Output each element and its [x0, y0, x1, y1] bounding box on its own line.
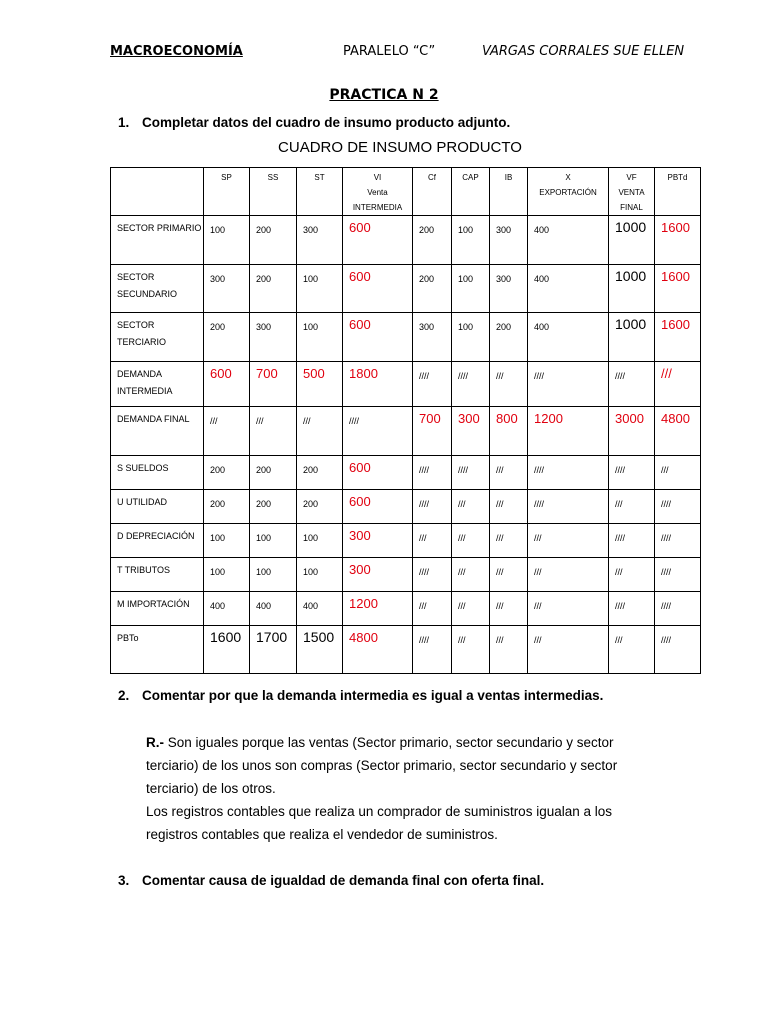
answer-block — [146, 731, 666, 846]
table-cell: 200 — [297, 490, 343, 524]
table-cell: 200 — [250, 490, 297, 524]
row-label: M IMPORTACIÓN — [111, 592, 204, 626]
row-label: S SUELDOS — [111, 456, 204, 490]
table-cell: 100 — [297, 265, 343, 313]
table-cell: 300 — [250, 313, 297, 362]
table-row — [111, 592, 701, 626]
table-cell: //// — [528, 490, 609, 524]
table-cell: //// — [609, 524, 655, 558]
table-cell: 300 — [204, 265, 250, 313]
table-cell: 200 — [250, 216, 297, 265]
table-cell: 1600 — [655, 313, 701, 362]
table-cell: 400 — [528, 313, 609, 362]
header-pbtd: PBTd — [655, 168, 701, 216]
table-cell: //// — [655, 592, 701, 626]
table-cell: 300 — [413, 313, 452, 362]
answer-prefix: R.- — [146, 735, 164, 750]
header-x — [528, 168, 609, 216]
header-ib: IB — [490, 168, 528, 216]
table-cell: //// — [609, 592, 655, 626]
table-cell: //// — [452, 456, 490, 490]
row-label: DEMANDA FINAL — [111, 407, 204, 456]
table-cell: 100 — [250, 558, 297, 592]
table-cell: //// — [528, 456, 609, 490]
table-cell: 300 — [490, 216, 528, 265]
table-cell: /// — [490, 490, 528, 524]
group-heading: PARALELO “C” — [343, 44, 436, 59]
table-cell: 600 — [343, 456, 413, 490]
table-cell: /// — [452, 626, 490, 674]
table-cell: //// — [655, 524, 701, 558]
row-label: SECTOR SECUNDARIO — [111, 265, 204, 313]
table-cell: 200 — [413, 265, 452, 313]
table-cell: /// — [528, 592, 609, 626]
header-cap: CAP — [452, 168, 490, 216]
table-cell: 100 — [452, 313, 490, 362]
row-label: T TRIBUTOS — [111, 558, 204, 592]
table-cell: /// — [609, 558, 655, 592]
table-cell: //// — [413, 626, 452, 674]
table-row — [111, 524, 701, 558]
table-header-row — [111, 168, 701, 216]
table-cell: 300 — [490, 265, 528, 313]
table-cell: 400 — [528, 265, 609, 313]
table-cell: /// — [204, 407, 250, 456]
table-cell: 600 — [343, 265, 413, 313]
table-cell: 1000 — [609, 216, 655, 265]
question-1 — [118, 115, 510, 130]
table-cell: //// — [413, 558, 452, 592]
table-row — [111, 265, 701, 313]
subject-heading: MACROECONOMÍA — [110, 44, 243, 59]
header-vf — [609, 168, 655, 216]
table-cell: 1500 — [297, 626, 343, 674]
table-cell: 300 — [343, 524, 413, 558]
table-cell: /// — [490, 456, 528, 490]
table-cell: 100 — [297, 524, 343, 558]
table-cell: 4800 — [343, 626, 413, 674]
table-cell: //// — [655, 626, 701, 674]
table-row — [111, 313, 701, 362]
question-3 — [118, 873, 544, 888]
table-cell: /// — [490, 626, 528, 674]
row-label: PBTo — [111, 626, 204, 674]
table-cell: 400 — [528, 216, 609, 265]
table-cell: 200 — [250, 456, 297, 490]
answer-paragraph-2: Los registros contables que realiza un comprador de suministros igualan a los registros contables que realiza el vendedor de suministros. — [146, 804, 613, 842]
question-number: 1. — [118, 115, 130, 130]
answer-line-1: Son iguales porque las ventas (Sector primario, sector secundario y sector terciario) de los unos son compras (Sector primario, sector secundario y sector terciario) de los otros. — [146, 735, 618, 796]
table-cell: 200 — [250, 265, 297, 313]
table-cell: 1600 — [655, 216, 701, 265]
table-row — [111, 490, 701, 524]
table-cell: //// — [528, 362, 609, 407]
table-cell: 300 — [343, 558, 413, 592]
table-row — [111, 626, 701, 674]
table-cell: 1600 — [655, 265, 701, 313]
question-text: Completar datos del cuadro de insumo producto adjunto. — [142, 115, 511, 130]
question-text: Comentar causa de igualdad de demanda final con oferta final. — [142, 873, 545, 888]
table-cell: /// — [609, 626, 655, 674]
table-cell: //// — [655, 490, 701, 524]
header-x-sub: EXPORTACIÓN — [539, 188, 597, 197]
header-vi-code: VI — [373, 173, 382, 182]
row-label: DEMANDA INTERMEDIA — [111, 362, 204, 407]
table-cell: 100 — [452, 216, 490, 265]
header-vi — [343, 168, 413, 216]
table-cell: 500 — [297, 362, 343, 407]
table-cell: //// — [655, 558, 701, 592]
table-cell: /// — [413, 592, 452, 626]
header-vi-sub2: INTERMEDIA — [352, 203, 403, 212]
table-cell: /// — [413, 524, 452, 558]
table-cell: /// — [490, 362, 528, 407]
table-cell: /// — [609, 490, 655, 524]
table-cell: /// — [528, 524, 609, 558]
table-cell: 200 — [297, 456, 343, 490]
table-row — [111, 362, 701, 407]
header-vf-sub2: FINAL — [620, 203, 643, 212]
table-cell: /// — [452, 592, 490, 626]
header-vi-sub1: Venta — [367, 188, 388, 197]
table-row — [111, 407, 701, 456]
question-number: 2. — [118, 688, 130, 703]
answer-paragraph-1 — [146, 731, 666, 800]
table-cell: 4800 — [655, 407, 701, 456]
table-cell: 600 — [343, 216, 413, 265]
table-cell: /// — [655, 456, 701, 490]
table-cell: 100 — [452, 265, 490, 313]
table-cell: 400 — [204, 592, 250, 626]
table-cell: 100 — [297, 313, 343, 362]
table-cell: 200 — [413, 216, 452, 265]
header-vf-sub1: VENTA — [618, 188, 645, 197]
table-row — [111, 216, 701, 265]
question-text: Comentar por que la demanda intermedia es igual a ventas intermedias. — [142, 688, 604, 703]
row-label: SECTOR PRIMARIO — [111, 216, 204, 265]
table-cell: /// — [490, 558, 528, 592]
table-cell: //// — [413, 490, 452, 524]
table-cell: /// — [297, 407, 343, 456]
table-cell: /// — [528, 626, 609, 674]
table-cell: 200 — [204, 313, 250, 362]
table-cell: 700 — [413, 407, 452, 456]
table-cell: //// — [343, 407, 413, 456]
header-vf-code: VF — [626, 173, 637, 182]
input-output-table — [110, 167, 701, 674]
header-ss: SS — [250, 168, 297, 216]
table-cell: 1600 — [204, 626, 250, 674]
row-label: D DEPRECIACIÓN — [111, 524, 204, 558]
header-cell-empty — [111, 168, 204, 216]
table-cell: 800 — [490, 407, 528, 456]
row-label: U UTILIDAD — [111, 490, 204, 524]
question-2 — [118, 688, 603, 703]
table-row — [111, 558, 701, 592]
table-cell: //// — [452, 362, 490, 407]
table-cell: /// — [528, 558, 609, 592]
table-cell: 600 — [343, 490, 413, 524]
header-x-code: X — [565, 173, 571, 182]
table-cell: //// — [413, 362, 452, 407]
table-cell: 1000 — [609, 265, 655, 313]
table-cell: 1700 — [250, 626, 297, 674]
header-sp: SP — [204, 168, 250, 216]
table-cell: 3000 — [609, 407, 655, 456]
table-cell: 200 — [204, 456, 250, 490]
table-cell: 100 — [250, 524, 297, 558]
table-cell: 1200 — [528, 407, 609, 456]
table-cell: /// — [452, 558, 490, 592]
table-cell: 700 — [250, 362, 297, 407]
table-cell: /// — [490, 592, 528, 626]
table-cell: /// — [452, 524, 490, 558]
table-cell: 400 — [250, 592, 297, 626]
table-cell: /// — [655, 362, 701, 407]
table-cell: 200 — [490, 313, 528, 362]
table-cell: //// — [413, 456, 452, 490]
question-number: 3. — [118, 873, 130, 888]
table-cell: 100 — [204, 558, 250, 592]
table-cell: /// — [250, 407, 297, 456]
table-cell: 100 — [204, 524, 250, 558]
table-cell: /// — [490, 524, 528, 558]
table-cell: 300 — [452, 407, 490, 456]
table-cell: 100 — [297, 558, 343, 592]
table-cell: 1200 — [343, 592, 413, 626]
table-cell: 200 — [204, 490, 250, 524]
table-cell: 600 — [204, 362, 250, 407]
table-cell: 600 — [343, 313, 413, 362]
page-title: PRACTICA N 2 — [329, 87, 439, 103]
table-cell: 1000 — [609, 313, 655, 362]
table-cell: 100 — [204, 216, 250, 265]
student-name: VARGAS CORRALES SUE ELLEN — [482, 44, 685, 59]
table-cell: 1800 — [343, 362, 413, 407]
table-cell: //// — [609, 362, 655, 407]
header-cf: Cf — [413, 168, 452, 216]
table-cell: 400 — [297, 592, 343, 626]
table-cell: //// — [609, 456, 655, 490]
row-label: SECTOR TERCIARIO — [111, 313, 204, 362]
table-caption: CUADRO DE INSUMO PRODUCTO — [278, 139, 522, 156]
table-cell: /// — [452, 490, 490, 524]
table-cell: 300 — [297, 216, 343, 265]
table-row — [111, 456, 701, 490]
header-st: ST — [297, 168, 343, 216]
